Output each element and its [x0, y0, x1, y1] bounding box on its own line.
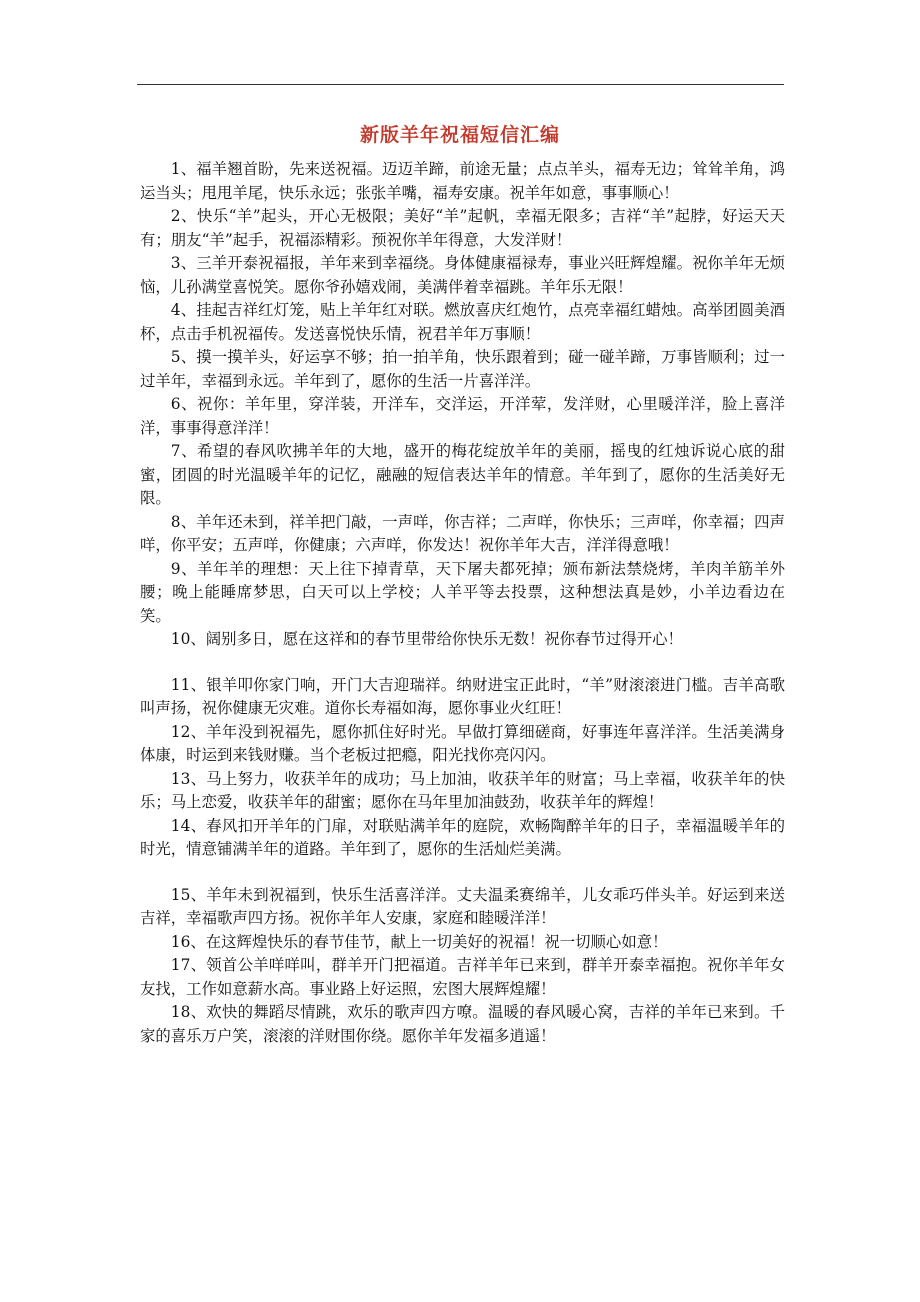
message-paragraph: 13、马上努力，收获羊年的成功；马上加油，收获羊年的财富；马上幸福，收获羊年的快乐；马上恋爱，收获羊年的甜蜜；愿你在马年里加油鼓劲，收获羊年的辉煌！	[140, 769, 785, 811]
message-paragraph: 4、挂起吉祥红灯笼，贴上羊年红对联。燃放喜庆红炮竹，点亮幸福红蜡烛。高举团圆美酒杯，点击手机祝福传。发送喜悦快乐情，祝君羊年万事顺！	[140, 301, 785, 343]
message-paragraph: 2、快乐“羊”起头，开心无极限；美好“羊”起帆，幸福无限多；吉祥“羊”起脖，好运天天有；朋友“羊”起手，祝福添精彩。预祝你羊年得意，大发洋财！	[140, 207, 785, 249]
message-paragraph: 12、羊年没到祝福先，愿你抓住好时光。早做打算细磋商，好事连年喜洋洋。生活美满身体康，时运到来钱财赚。当个老板过把瘾，阳光找你亮闪闪。	[140, 722, 785, 764]
paragraph-gap	[140, 862, 785, 884]
message-paragraph: 11、银羊叩你家门响，开门大吉迎瑞祥。纳财进宝正此时，“羊”财滚滚进门槛。吉羊高歌叫声扬，祝你健康无灾难。道你长寿福如海，愿你事业火红旺！	[140, 675, 785, 717]
paragraph-gap	[140, 652, 785, 674]
message-paragraph: 18、欢快的舞蹈尽情跳，欢乐的歌声四方嘹。温暖的春风暖心窝，吉祥的羊年已来到。千家的喜乐万户笑，滚滚的洋财围你绕。愿你羊年发福多逍遥！	[140, 1003, 785, 1045]
message-paragraph: 15、羊年未到祝福到，快乐生活喜洋洋。丈夫温柔赛绵羊，儿女乖巧伴头羊。好运到来送吉祥，幸福歌声四方扬。祝你羊年人安康，家庭和睦暖洋洋！	[140, 885, 785, 927]
message-paragraph: 6、祝你：羊年里，穿洋装，开洋车，交洋运，开洋荤，发洋财，心里暖洋洋，脸上喜洋洋，事事得意洋洋！	[140, 395, 785, 437]
message-paragraph: 5、摸一摸羊头，好运享不够；拍一拍羊角，快乐跟着到；碰一碰羊蹄，万事皆顺利；过一过羊年，幸福到永远。羊年到了，愿你的生活一片喜洋洋。	[140, 348, 785, 390]
message-paragraph: 7、希望的春风吹拂羊年的大地，盛开的梅花绽放羊年的美丽，摇曳的红烛诉说心底的甜蜜，团圆的时光温暖羊年的记忆，融融的短信表达羊年的情意。羊年到了，愿你的生活美好无限。	[140, 442, 785, 507]
message-paragraph: 8、羊年还未到，祥羊把门敲，一声咩，你吉祥；二声咩，你快乐；三声咩，你幸福；四声咩，你平安；五声咩，你健康；六声咩，你发达！祝你羊年大吉，洋洋得意哦！	[140, 512, 785, 554]
message-group	[140, 884, 785, 1049]
message-paragraph: 17、领首公羊咩咩叫，群羊开门把福道。吉祥羊年已来到，群羊开泰幸福抱。祝你羊年女友找，工作如意薪水高。事业路上好运照，宏图大展辉煌耀！	[140, 956, 785, 998]
message-paragraph: 16、在这辉煌快乐的春节佳节，献上一切美好的祝福！祝一切顺心如意！	[170, 932, 668, 951]
message-paragraph: 10、阔别多日，愿在这祥和的春节里带给你快乐无数！祝你春节过得开心！	[170, 630, 683, 648]
header-rule	[137, 84, 784, 85]
message-group	[140, 158, 785, 652]
document-body	[140, 158, 785, 1048]
message-group	[140, 674, 785, 862]
message-paragraph: 3、三羊开泰祝福报，羊年来到幸福绕。身体健康福禄寿，事业兴旺辉煌耀。祝你羊年无烦恼，儿孙满堂喜悦笑。愿你爷孙嬉戏闹，美满伴着幸福跳。羊年乐无限！	[140, 254, 785, 296]
message-paragraph: 9、羊年羊的理想：天上往下掉青草，天下屠夫都死掉；颁布新法禁烧烤，羊肉羊筋羊外腰；晚上能睡席梦思，白天可以上学校；人羊平等去投票，这种想法真是妙，小羊边看边在笑。	[140, 559, 785, 625]
message-paragraph: 14、春风扣开羊年的门扉，对联贴满羊年的庭院，欢畅陶醉羊年的日子，幸福温暖羊年的时光，情意铺满羊年的道路。羊年到了，愿你的生活灿烂美满。	[140, 816, 785, 858]
page-title: 新版羊年祝福短信汇编	[359, 124, 560, 146]
message-paragraph: 1、福羊翘首盼，先来送祝福。迈迈羊蹄，前途无量；点点羊头，福寿无边；耸耸羊角，鸿运当头；甩甩羊尾，快乐永远；张张羊嘴，福寿安康。祝羊年如意，事事顺心！	[140, 160, 785, 202]
